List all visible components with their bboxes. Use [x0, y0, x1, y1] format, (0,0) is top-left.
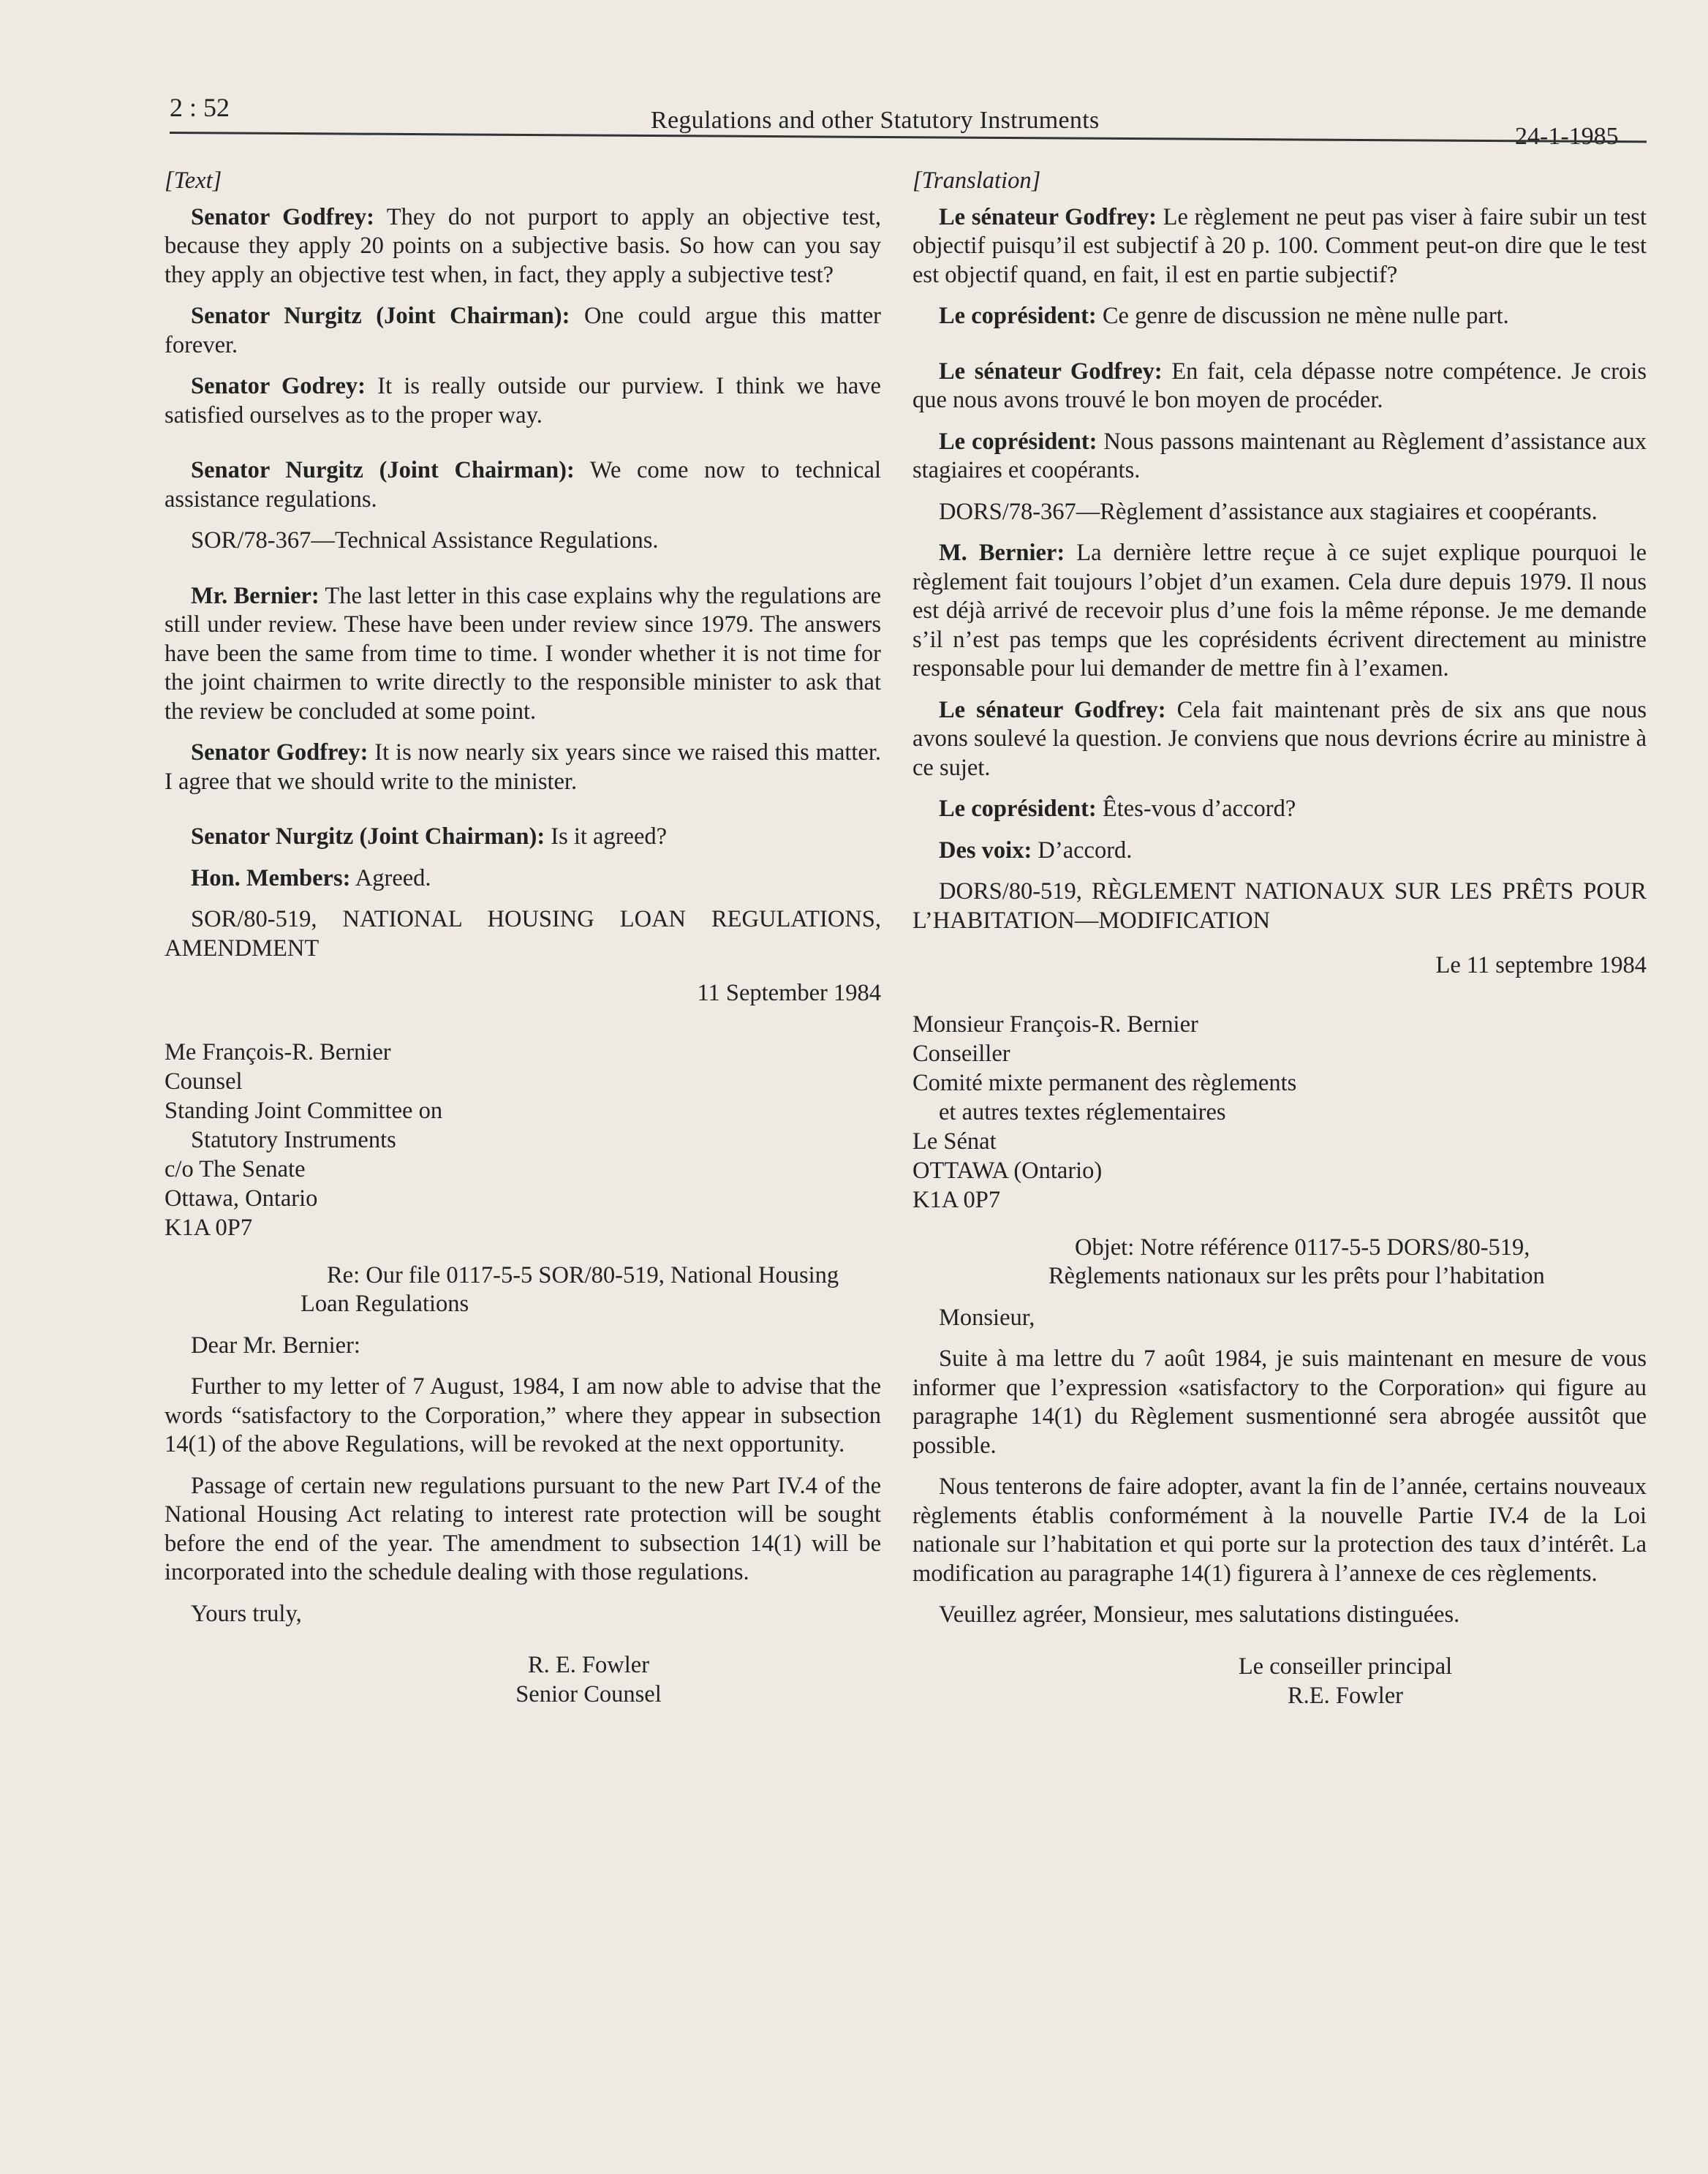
signature-block	[296, 1650, 881, 1709]
speech-paragraph: Le sénateur Godfrey: Cela fait maintenant près de six ans que nous avons soulevé la question. Je conviens que nous devrions écrire au ministre à ce sujet.	[912, 696, 1647, 781]
speaker: Le coprésident:	[939, 303, 1097, 329]
speaker: Le coprésident:	[939, 796, 1097, 822]
letter-closing: Veuillez agréer, Monsieur, mes salutations distinguées.	[939, 1601, 1460, 1628]
english-column	[165, 167, 881, 1709]
speaker: Senator Nurgitz (Joint Chairman):	[191, 823, 545, 850]
speech-paragraph: Le sénateur Godfrey: Le règlement ne peut pas viser à faire subir un test objectif puisqu’il est subjectif à 20 p. 100. Comment peut-on dire que le test est objectif quand, en fait, il est en partie subjectif?	[912, 203, 1647, 288]
speech-paragraph: M. Bernier: La dernière lettre reçue à ce sujet explique pourquoi le règlement fait toujours l’objet d’un examen. Cela dure depuis 1979. Il nous est déjà arrivé de recevoir plus d’une fois la même réponse. Je me demande s’il n’est pas temps que les coprésidents écrivent directement au ministre responsable pour lui demander de mettre fin à l’examen.	[912, 540, 1647, 682]
speech-paragraph: Senator Godfrey: They do not purport to apply an objective test, because they apply 20 points on a subjective basis. So how can you say they apply an objective test when, in fact, they apply a subjective test?	[165, 203, 881, 288]
speaker: Senator Godfrey:	[191, 739, 369, 766]
speaker: Mr. Bernier:	[191, 582, 320, 609]
speaker: Senator Nurgitz (Joint Chairman):	[191, 303, 570, 329]
speech-paragraph: Senator Nurgitz (Joint Chairman): One could argue this matter forever.	[165, 303, 882, 358]
speech-paragraph: Des voix: D’accord.	[939, 837, 1133, 864]
speaker: Senator Godfrey:	[191, 203, 374, 230]
regulation-title: DORS/78-367—Règlement d’assistance aux stagiaires et coopérants.	[939, 498, 1598, 525]
letter-body: Suite à ma lettre du 7 août 1984, je suis maintenant en mesure de vous informer que l’expression «satisfactory to the Corporation» qui figure au paragraphe 14(1) du Règlement susmentionné sera abrogée aussitôt que possible.	[912, 1345, 1647, 1459]
speech-paragraph: Senator Godrey: It is really outside our purview. I think we have satisfied ourselves as to the proper way.	[165, 373, 881, 429]
letter-address: Monsieur François-R. Bernier Conseiller Comité mixte permanent des règlements et autres textes réglementaires Le Sénat OTTAWA (Ontario) K1A 0P7	[912, 1011, 1297, 1213]
section-heading: SOR/80-519, NATIONAL HOUSING LOAN REGULATIONS, AMENDMENT	[165, 906, 881, 962]
letter-body: Passage of certain new regulations pursuant to the new Part IV.4 of the National Housing Act relating to interest rate protection will be sought before the end of the year. The amendment to subsection 14(1) will be incorporated into the schedule dealing with those regulations.	[165, 1472, 881, 1585]
page-date: 24-1-1985	[1515, 123, 1619, 150]
speech-paragraph: Mr. Bernier: The last letter in this case explains why the regulations are still under review. These have been under review since 1979. The answers have been the same from time to time. I wonder whether it is not time for the joint chairmen to write directly to the responsible minister to ask that the review be concluded at some point.	[165, 582, 881, 725]
signatory-name: R. E. Fowler	[527, 1652, 650, 1678]
speech-paragraph: Senator Nurgitz (Joint Chairman): Is it agreed?	[191, 823, 668, 850]
speaker: M. Bernier:	[939, 540, 1065, 566]
speaker: Le coprésident:	[939, 428, 1097, 455]
letter-salutation: Dear Mr. Bernier:	[191, 1332, 360, 1359]
speaker: Senator Nurgitz (Joint Chairman):	[191, 457, 575, 483]
translation-label: [Translation]	[912, 167, 1041, 194]
letter-body: Further to my letter of 7 August, 1984, I am now able to advise that the words “satisfactory to the Corporation,” where they appear in subsection 14(1) of the above Regulations, will be revoked at the next opportunity.	[165, 1373, 881, 1457]
letter-date: 11 September 1984	[697, 980, 881, 1006]
letter-reference: Objet: Notre référence 0117-5-5 DORS/80-519, Règlements nationaux sur les prêts pour l’habitation	[1048, 1234, 1545, 1289]
speech-paragraph: Le coprésident: Ce genre de discussion ne mène nulle part.	[939, 303, 1509, 329]
speaker: Le sénateur Godfrey:	[939, 696, 1166, 723]
section-heading: DORS/80-519, RÈGLEMENT NATIONAUX SUR LES PRÊTS POUR L’HABITATION—MODIFICATION	[912, 878, 1647, 934]
speech-paragraph: Le sénateur Godfrey: En fait, cela dépasse notre compétence. Je crois que nous avons trouvé le bon moyen de procéder.	[912, 358, 1647, 413]
french-column	[912, 167, 1647, 1710]
letter-date: Le 11 septembre 1984	[1435, 952, 1647, 978]
speaker: Le sénateur Godfrey:	[939, 358, 1163, 385]
speaker: Hon. Members:	[191, 864, 351, 891]
letter-reference: Re: Our file 0117-5-5 SOR/80-519, National Housing Loan Regulations	[301, 1261, 839, 1317]
letter-address: Me François-R. Bernier Counsel Standing Joint Committee on Statutory Instruments c/o The Senate Ottawa, Ontario K1A 0P7	[165, 1038, 443, 1241]
page-title: Regulations and other Statutory Instruments	[651, 107, 1100, 134]
page-number: 2 : 52	[170, 93, 230, 122]
letter-body: Nous tenterons de faire adopter, avant la fin de l’année, certains nouveaux règlements établis conformément à la nouvelle Partie IV.4 de la Loi nationale sur l’habitation et qui porte sur la protection des taux d’intérêt. La modification au paragraphe 14(1) figurera à l’annexe de ces règlements.	[912, 1473, 1647, 1587]
speech-paragraph: Le coprésident: Nous passons maintenant au Règlement d’assistance aux stagiaires et coopérants.	[912, 428, 1647, 483]
speaker: Des voix:	[939, 837, 1032, 864]
speech-paragraph: Hon. Members: Agreed.	[191, 864, 431, 891]
text-label: [Text]	[165, 167, 222, 194]
signatory-title: Senior Counsel	[515, 1681, 662, 1707]
running-header	[170, 89, 1647, 150]
signatory-title: Le conseiller principal	[1238, 1653, 1453, 1680]
speech-paragraph: Senator Godfrey: It is now nearly six years since we raised this matter. I agree that we should write to the minister.	[165, 739, 882, 795]
signatory-name: R.E. Fowler	[1288, 1682, 1403, 1709]
letter-closing: Yours truly,	[191, 1600, 302, 1627]
letter-salutation: Monsieur,	[939, 1304, 1035, 1331]
speaker: Le sénateur Godfrey:	[939, 203, 1157, 230]
speech-paragraph: Le coprésident: Êtes-vous d’accord?	[939, 796, 1296, 822]
speaker: Senator Godrey:	[191, 373, 366, 399]
speech-paragraph: Senator Nurgitz (Joint Chairman): We come now to technical assistance regulations.	[165, 457, 881, 513]
regulation-title: SOR/78-367—Technical Assistance Regulations.	[191, 527, 659, 554]
signature-block	[1044, 1652, 1647, 1710]
